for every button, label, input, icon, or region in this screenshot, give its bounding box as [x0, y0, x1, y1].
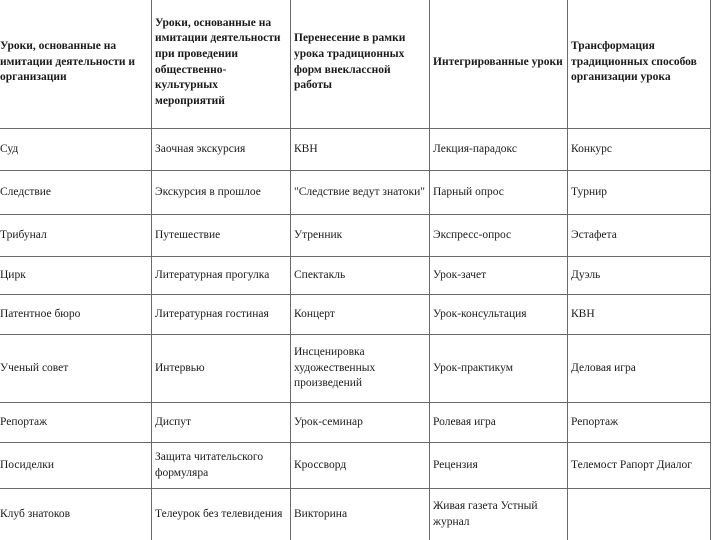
table-cell: Телемост Рапорт Диалог	[568, 443, 711, 489]
table-cell: Клуб знатоков	[0, 489, 152, 540]
table-cell: Конкурс	[568, 129, 711, 171]
table-cell: Инсценировка художественных произведений	[291, 335, 430, 403]
table-cell: Трибунал	[0, 215, 152, 257]
table-cell: Спектакль	[291, 257, 430, 295]
table-cell: Рецензия	[430, 443, 568, 489]
table-cell: Репортаж	[568, 403, 711, 443]
table-cell: Экспресс-опрос	[430, 215, 568, 257]
table-cell: Урок-практикум	[430, 335, 568, 403]
table-cell: Цирк	[0, 257, 152, 295]
header-cell-imitation-organization: Уроки, основанные на имитации деятельности и организации	[0, 0, 152, 129]
table-row	[0, 295, 711, 335]
table-cell: "Следствие ведут знатоки"	[291, 171, 430, 215]
table-cell: Ученый совет	[0, 335, 152, 403]
header-cell-integrated-lessons: Интегрированные уроки	[430, 0, 568, 129]
table-cell: Кроссворд	[291, 443, 430, 489]
table-cell: Дуэль	[568, 257, 711, 295]
table-row	[0, 489, 711, 540]
table-cell: КВН	[291, 129, 430, 171]
table-cell: Экскурсия в прошлое	[152, 171, 291, 215]
header-cell-imitation-social-events: Уроки, основанные на имитации деятельности при проведении общественно-культурных мероприятий	[152, 0, 291, 129]
table-cell: Путешествие	[152, 215, 291, 257]
table-cell: КВН	[568, 295, 711, 335]
table-cell: Ролевая игра	[430, 403, 568, 443]
table-row	[0, 215, 711, 257]
table-row	[0, 129, 711, 171]
table-row	[0, 257, 711, 295]
table-cell: Утренник	[291, 215, 430, 257]
table-cell: Деловая игра	[568, 335, 711, 403]
table-cell: Урок-семинар	[291, 403, 430, 443]
table-cell: Интервью	[152, 335, 291, 403]
table-cell: Суд	[0, 129, 152, 171]
table-row	[0, 403, 711, 443]
table-cell: Заочная экскурсия	[152, 129, 291, 171]
table-cell: Концерт	[291, 295, 430, 335]
header-cell-extracurricular-forms: Перенесение в рамки урока традиционных форм внеклассной работы	[291, 0, 430, 129]
table-cell: Парный опрос	[430, 171, 568, 215]
table-cell: Диспут	[152, 403, 291, 443]
table-cell: Урок-зачет	[430, 257, 568, 295]
table-cell: Лекция-парадокс	[430, 129, 568, 171]
header-cell-transformation: Трансформация традиционных способов организации урока	[568, 0, 711, 129]
table-cell: Патентное бюро	[0, 295, 152, 335]
header-row	[0, 0, 711, 129]
table-row	[0, 171, 711, 215]
table-cell: Литературная прогулка	[152, 257, 291, 295]
table-row	[0, 443, 711, 489]
table-cell: Репортаж	[0, 403, 152, 443]
table-cell: Посиделки	[0, 443, 152, 489]
table-cell	[568, 489, 711, 540]
table-cell: Эстафета	[568, 215, 711, 257]
table-cell: Викторина	[291, 489, 430, 540]
table-cell: Литературная гостиная	[152, 295, 291, 335]
table-row	[0, 335, 711, 403]
table-cell: Живая газета Устный журнал	[430, 489, 568, 540]
table-cell: Следствие	[0, 171, 152, 215]
table-cell: Защита читательского формуляра	[152, 443, 291, 489]
table-cell: Телеурок без телевидения	[152, 489, 291, 540]
table-cell: Турнир	[568, 171, 711, 215]
table-cell: Урок-консультация	[430, 295, 568, 335]
